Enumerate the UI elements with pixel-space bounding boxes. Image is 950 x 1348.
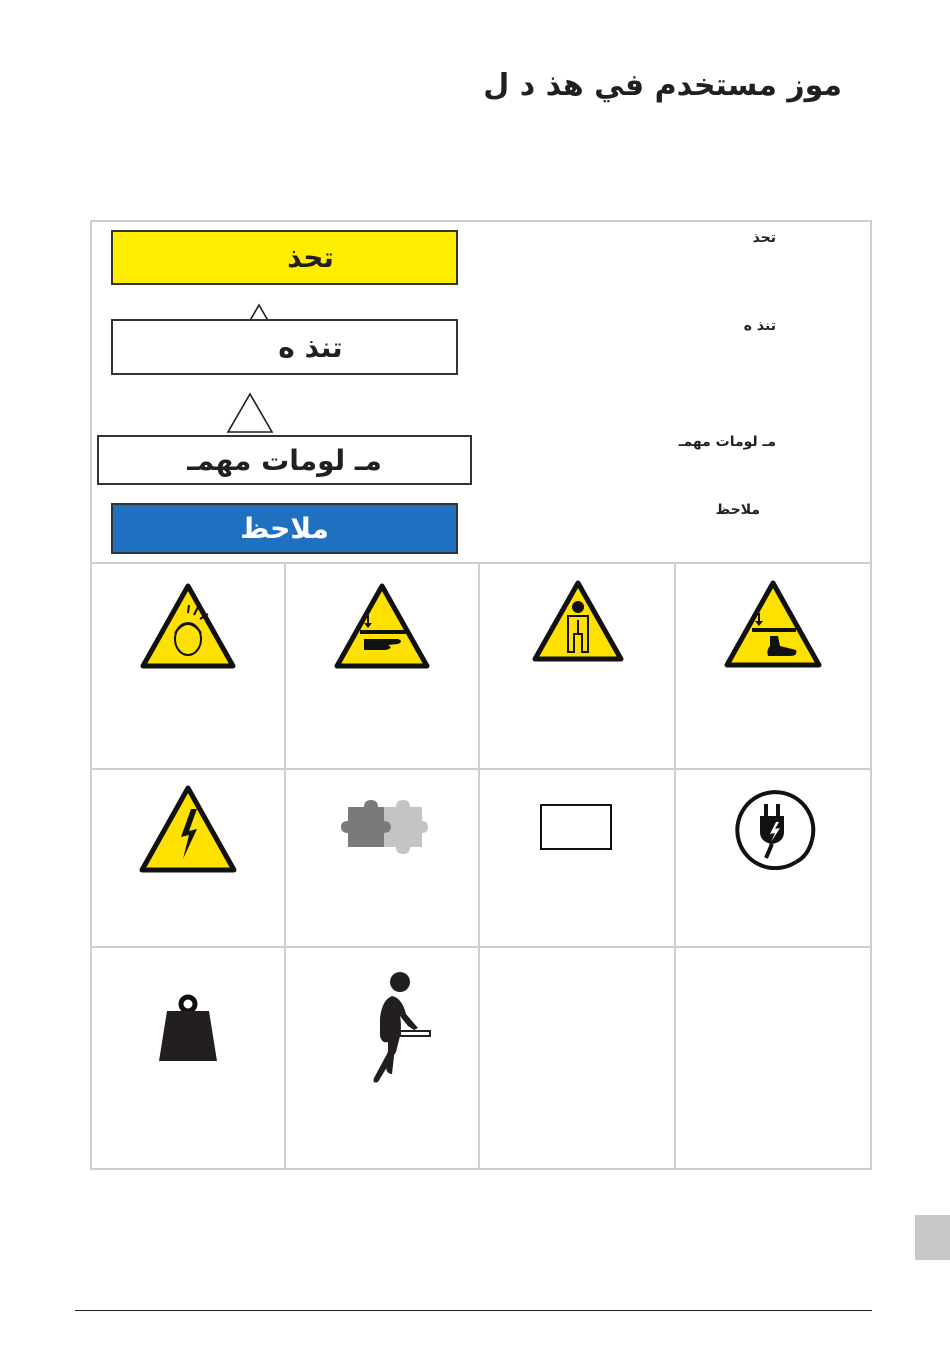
head-injury-warning-icon bbox=[140, 583, 236, 669]
carry-person-icon bbox=[366, 970, 434, 1086]
table-divider bbox=[90, 562, 872, 564]
caution-banner-text: تنذ ه bbox=[278, 330, 343, 364]
table-divider bbox=[284, 562, 286, 1170]
page-title: موز مستخدم في هذ د ل bbox=[483, 68, 842, 103]
footer-rule bbox=[75, 1310, 872, 1311]
power-plug-icon bbox=[726, 786, 822, 870]
warning-banner bbox=[111, 230, 458, 285]
note-label: ملاحظ bbox=[715, 502, 760, 518]
puzzle-assembly-icon bbox=[334, 793, 428, 857]
note-banner-text: ملاحظ bbox=[240, 512, 329, 545]
hand-crush-warning-icon bbox=[334, 583, 430, 669]
table-divider bbox=[478, 562, 480, 1170]
table-divider bbox=[90, 768, 872, 770]
table-divider bbox=[90, 946, 872, 948]
warning-banner-text: تحذ bbox=[287, 241, 334, 274]
warning-triangle-icon bbox=[235, 237, 283, 279]
caution-banner bbox=[111, 319, 458, 375]
section-tab bbox=[915, 1215, 950, 1260]
caution-triangle-icon bbox=[226, 326, 274, 368]
important-info-banner-text: مـ لومات مهمـ bbox=[187, 443, 382, 477]
electric-shock-warning-icon bbox=[139, 785, 237, 873]
person-trap-warning-icon bbox=[532, 580, 624, 662]
important-info-banner bbox=[97, 435, 472, 485]
note-banner bbox=[111, 503, 458, 554]
important-info-label: مـ لومات مهمـ bbox=[678, 434, 776, 450]
warning-label: تحذ bbox=[752, 230, 776, 246]
caution-label: تنذ ه bbox=[743, 318, 776, 334]
table-divider bbox=[674, 562, 676, 1170]
blank-box-icon bbox=[540, 804, 612, 850]
foot-crush-warning-icon bbox=[724, 580, 822, 668]
heavy-weight-icon bbox=[157, 993, 219, 1063]
